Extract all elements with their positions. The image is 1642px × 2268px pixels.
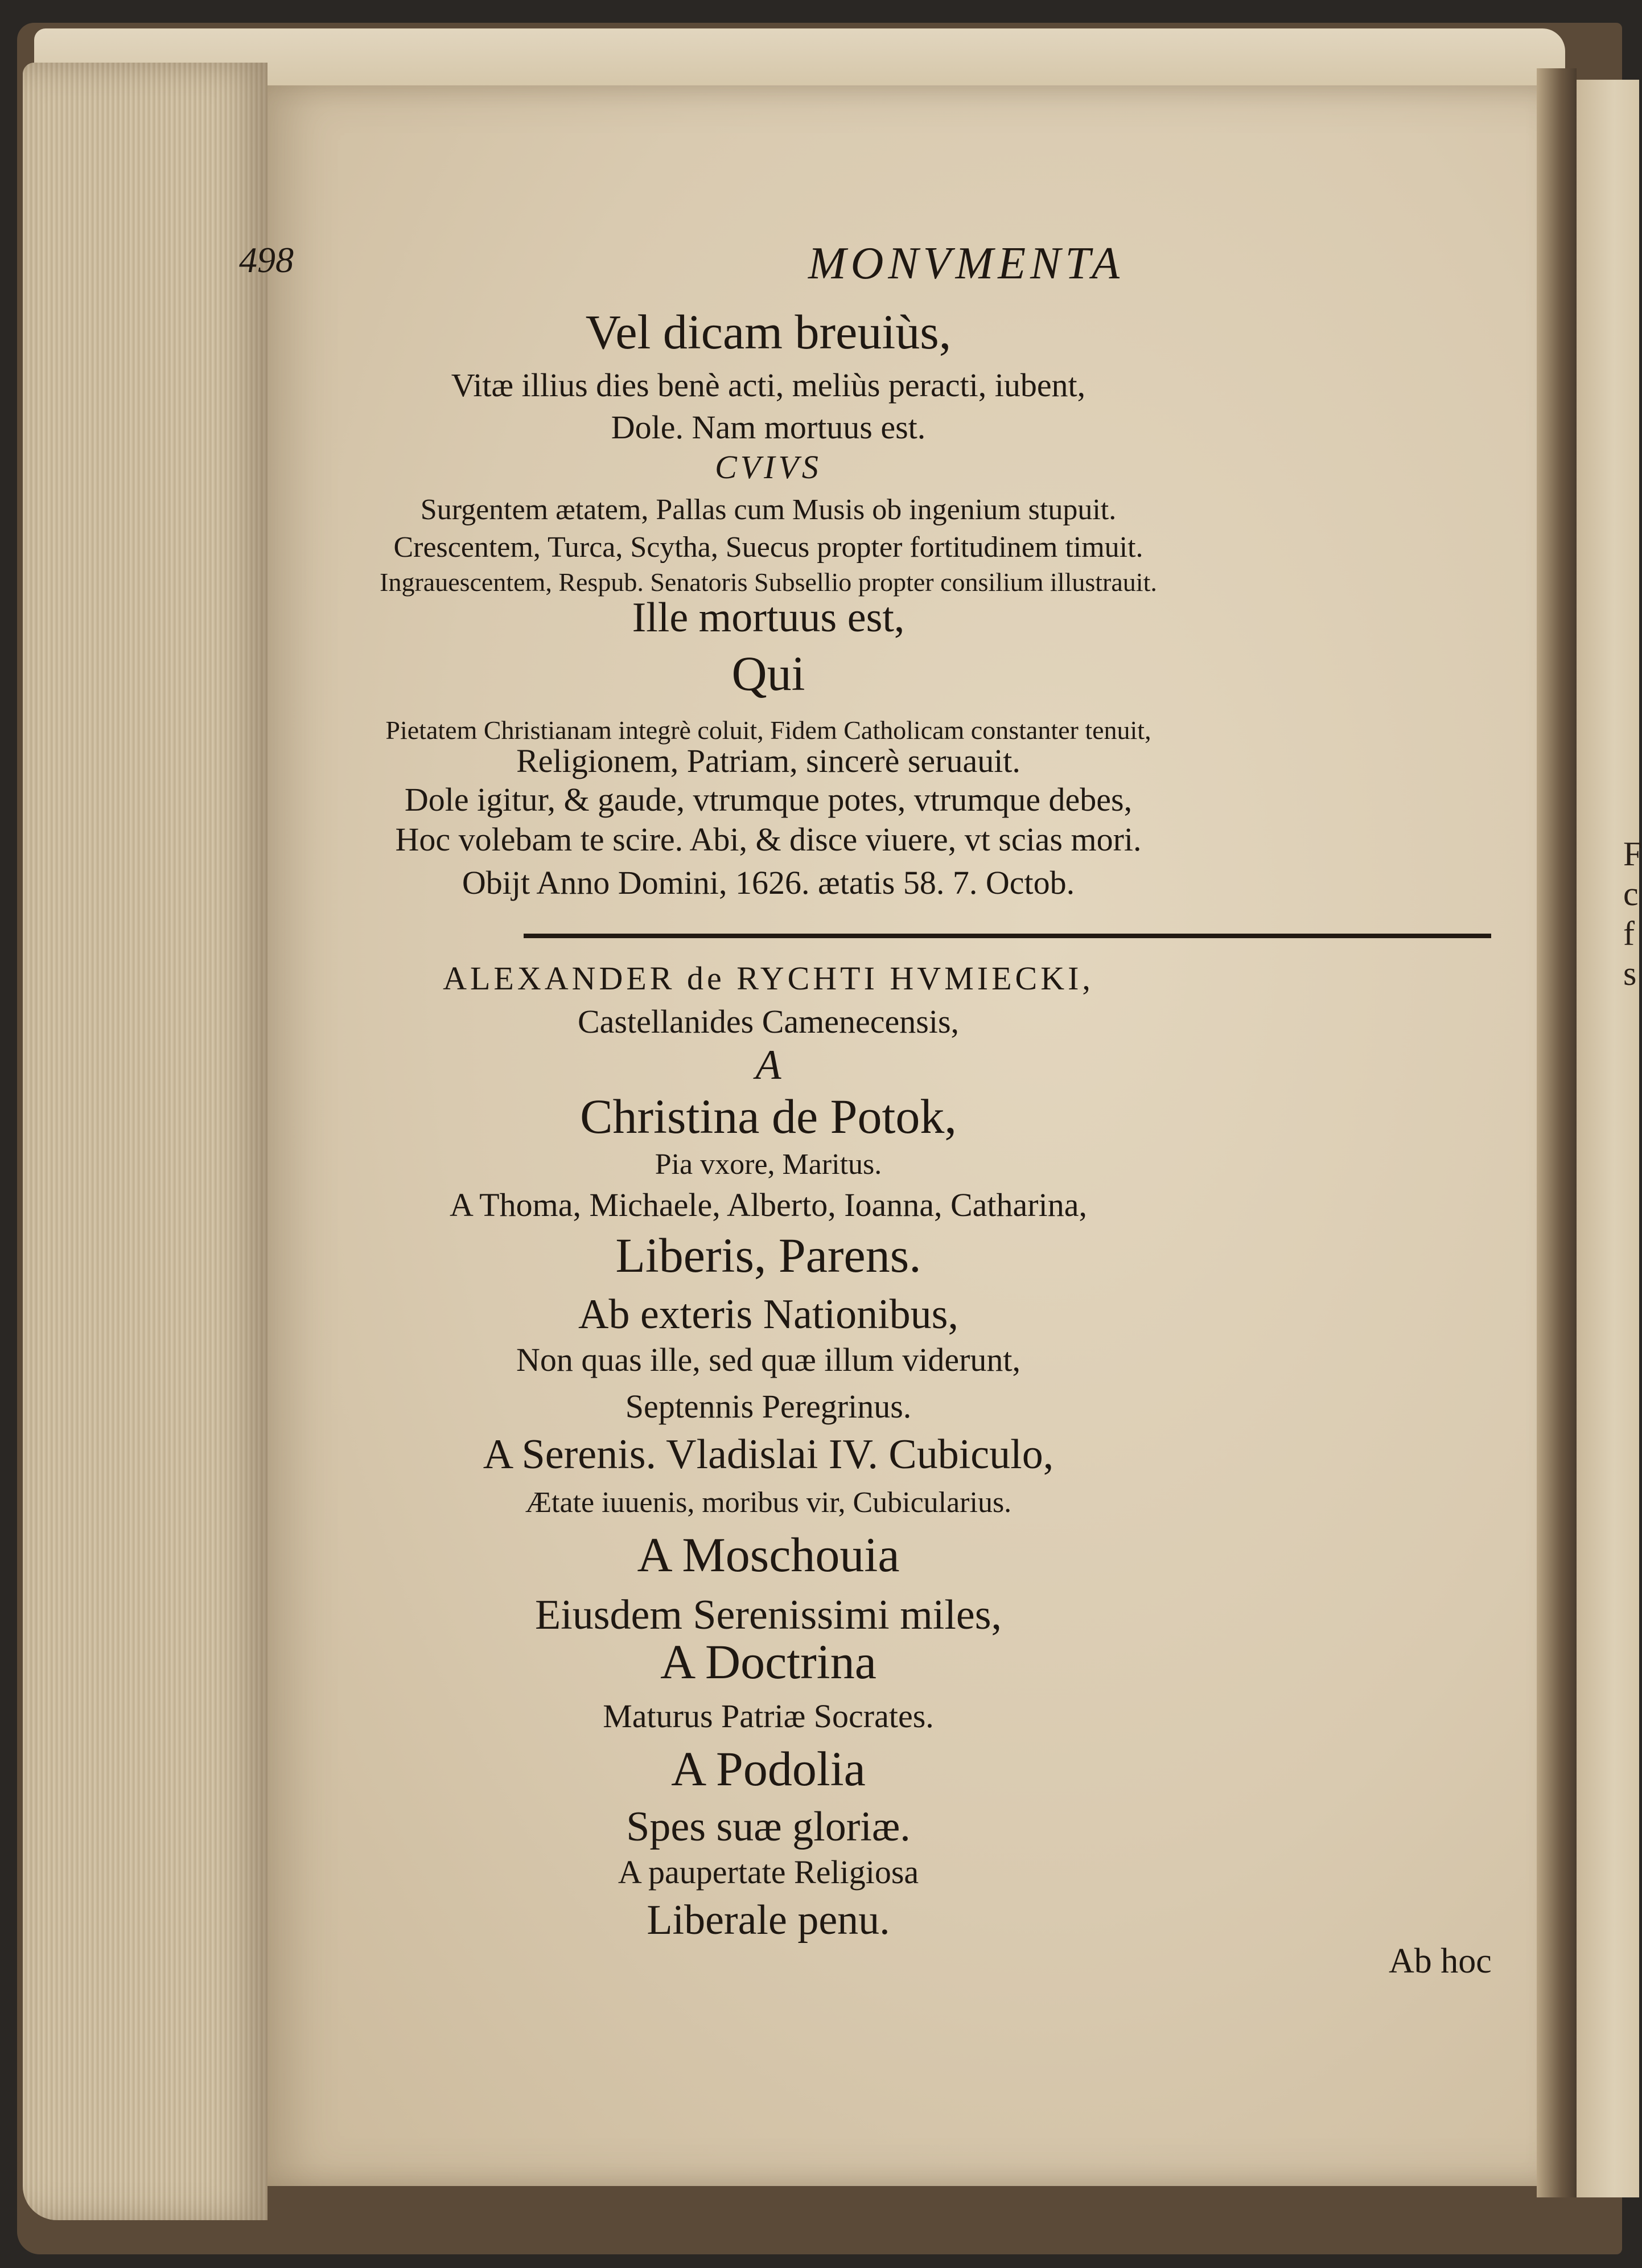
page-edges (23, 63, 268, 2220)
text-line: Non quas ille, sed quæ illum viderunt, (516, 1341, 1021, 1378)
text-line: A Thoma, Michaele, Alberto, Ioanna, Catharina, (450, 1186, 1087, 1223)
text-line: ALEXANDER de RYCHTI HVMIECKI, (443, 960, 1094, 997)
next-page-fragment: c (1623, 875, 1639, 913)
text-line: Ingrauescentem, Respub. Senatoris Subsellio propter consilium illustrauit. (380, 568, 1157, 597)
text-line: A Doctrina (660, 1634, 876, 1689)
page-number: 498 (239, 240, 294, 280)
separator-rule (524, 934, 1491, 938)
text-line: Castellanides Camenecensis, (577, 1003, 960, 1040)
text-line: A Serenis. Vladislai IV. Cubiculo, (483, 1431, 1054, 1478)
running-head: MONVMENTA (808, 239, 1124, 289)
text-line: A Moschouia (637, 1527, 900, 1582)
text-line: Pietatem Christianam integrè coluit, Fidem Catholicam constanter tenuit, (385, 716, 1151, 745)
next-page-edge (1577, 80, 1642, 2197)
text-line: Septennis Peregrinus. (625, 1388, 912, 1425)
next-page-fragment: s (1623, 955, 1637, 992)
text-line: Ætate iuuenis, moribus vir, Cubicularius. (525, 1486, 1012, 1519)
text-line: Ille mortuus est, (632, 594, 905, 641)
text-line: A (755, 1042, 781, 1088)
text-line: Spes suæ gloriæ. (626, 1803, 911, 1850)
text-line: Crescentem, Turca, Scytha, Suecus propter fortitudinem timuit. (393, 531, 1143, 564)
text-line: Christina de Potok, (580, 1089, 957, 1144)
text-line: Ab exteris Nationibus, (578, 1291, 958, 1338)
next-page-fragment: f (1623, 915, 1635, 952)
text-line: Obijt Anno Domini, 1626. ætatis 58. 7. Octob. (462, 864, 1075, 901)
text-line: Vel dicam breuiùs, (585, 305, 952, 359)
text-line: A Podolia (671, 1741, 866, 1796)
text-line: Pia vxore, Maritus. (655, 1148, 882, 1181)
text-line: Surgentem ætatem, Pallas cum Musis ob ingenium stupuit. (420, 494, 1117, 526)
catchword: Ab hoc (1389, 1942, 1492, 1981)
text-line: A paupertate Religiosa (618, 1854, 919, 1891)
text-line: Eiusdem Serenissimi miles, (534, 1592, 1002, 1638)
text-line: Liberis, Parens. (615, 1228, 921, 1283)
text-line: Dole igitur, & gaude, vtrumque potes, vtrumque debes, (404, 781, 1133, 818)
text-line: Religionem, Patriam, sincerè seruauit. (516, 742, 1020, 779)
text-line: Vitæ illius dies benè acti, meliùs peracti, iubent, (451, 367, 1086, 404)
text-line: Liberale penu. (647, 1897, 890, 1944)
text-line: Maturus Patriæ Socrates. (603, 1698, 934, 1735)
next-page-fragment: F (1623, 835, 1642, 873)
text-line: CVIVS (715, 449, 822, 486)
text-line: Hoc volebam te scire. Abi, & disce viuere, vt scias mori. (395, 821, 1142, 858)
text-line: Dole. Nam mortuus est. (611, 409, 926, 446)
text-line: Qui (731, 646, 805, 701)
book-gutter (1537, 68, 1577, 2197)
